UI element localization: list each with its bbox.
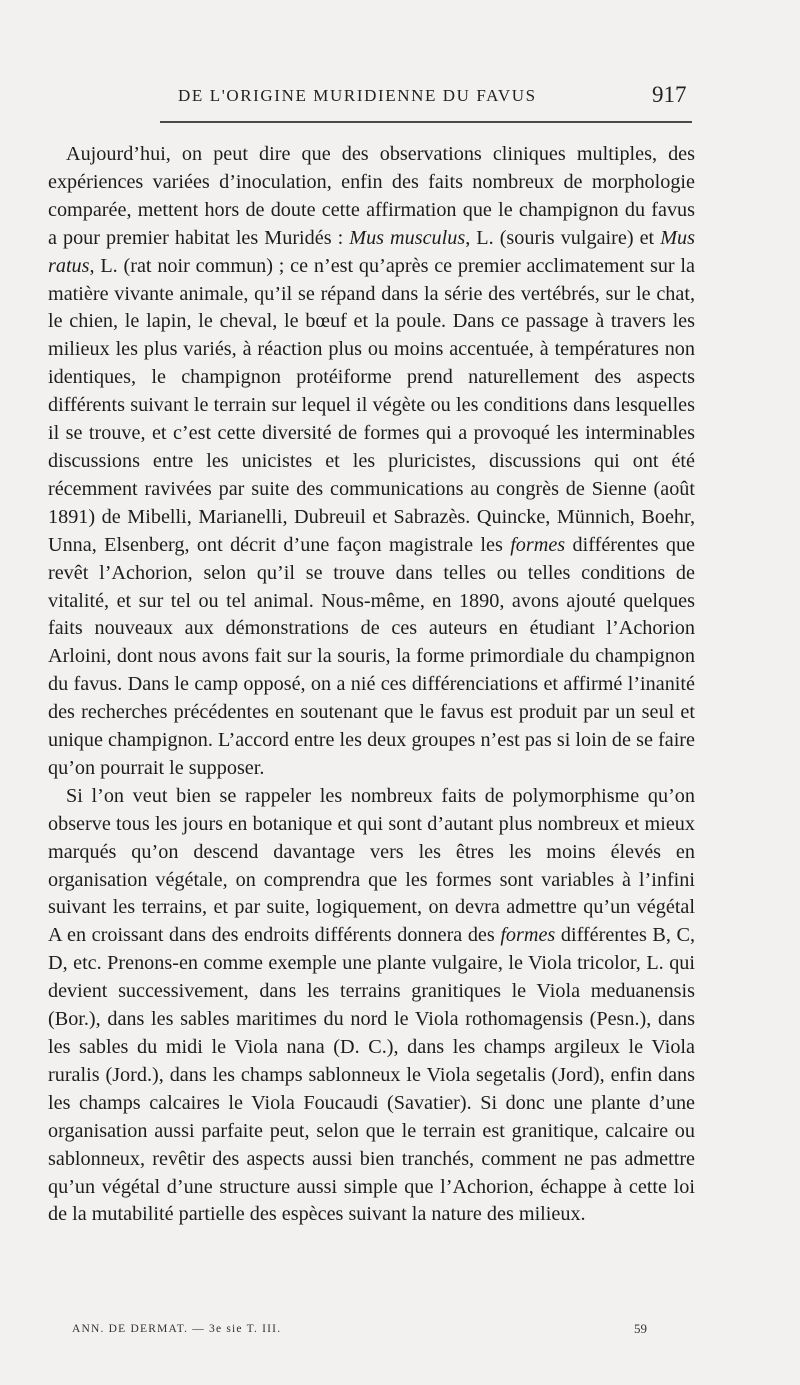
paragraph-2: [48, 783, 695, 1230]
paragraph-1-text-4: différentes que revêt l’Achorion, selon qu’il se trouve dans telles ou telles conditions de vitalité, et sur tel ou tel animal. Nous-même, en 1890, avons ajouté quelques faits nouveaux aux démonstrations de ces auteurs en étudiant l’Achorion Arloini, dont nous avons fait sur la souris, la forme primordiale du champignon du favus. Dans le camp opposé, on a nié ces différenciations et affirmé l’inanité des recherches précédentes en soutenant que le favus est produit par un seul et unique champignon. L’accord entre les deux groupes n’est pas si loin de se faire qu’on pourrait le supposer.: [48, 533, 696, 779]
page-number: 917: [652, 82, 687, 107]
paragraph-2-text-2: différentes B, C, D, etc. Prenons-en comme exemple une plante vulgaire, le Viola tricolor, L. qui devient successivement, dans les terrains granitiques le Viola meduanensis (Bor.), dans les sables maritimes du nord le Viola rothomagensis (Pesn.), dans les sables du midi le Viola nana (D. C.), dans les champs argileux le Viola ruralis (Jord.), dans les champs sablonneux le Viola segetalis (Jord), enfin dans les champs calcaires le Viola Foucaudi (Savatier). Si donc une plante d’une organisation aussi parfaite peut, selon que le terrain est granitique, calcaire ou sablonneux, revêtir des aspects aussi bien tranchés, comment ne pas admettre qu’un végétal d’une structure aussi simple que l’Achorion, échappe à cette loi de la mutabilité partielle des espèces suivant la nature des milieux.: [48, 924, 695, 1226]
emphasis-formes: formes: [510, 533, 566, 556]
species-name-mus-ratus: Mus ratus: [48, 226, 695, 277]
running-title: DE L'ORIGINE MURIDIENNE DU FAVUS: [178, 86, 537, 105]
paragraph-1-text-3: , L. (rat noir commun) ; ce n’est qu’après ce premier acclimatement sur la matière vivante animale, qu’il se répand dans la série des vertébrés, sur le chat, le chien, le lapin, le cheval, le bœuf et la poule. Dans ce passage à travers les milieux les plus variés, à réaction plus ou moins accentuée, à températures non identiques, le champignon protéiforme prend naturellement des aspects différents suivant le terrain sur lequel il végète ou les conditions dans lesquelles il se trouve, et c’est cette diversité de formes qui a provoqué les interminables discussions entre les unicistes et les pluricistes, discussions qui ont été récemment ravivées par suite des communications au congrès de Sienne (août 1891) de Mibelli, Marianelli, Dubreuil et Sabrazès. Quincke, Münnich, Boehr, Unna, Elsenberg, ont décrit d’une façon magistrale les: [48, 254, 695, 556]
paragraph-2-text-1: Si l’on veut bien se rappeler les nombreux faits de polymorphisme qu’on observe tous les jours en botanique et qui sont d’autant plus nombreux et mieux marqués qu’on descend davantage vers les êtres les moins élevés en organisation végétale, on comprendra que les formes sont variables à l’infini suivant les terrains, et par suite, logiquement, on devra admettre qu’un végétal A en croissant dans des endroits différents donnera des: [48, 784, 695, 947]
paragraph-1-text-1: Aujourd’hui, on peut dire que des observations cliniques multiples, des expériences variées d’inoculation, enfin des faits nombreux de morphologie comparée, mettent hors de doute cette affirmation que le champignon du favus a pour premier habitat les Muridés :: [48, 143, 695, 249]
paragraph-1-text-2: , L. (souris vulgaire) et: [465, 226, 661, 249]
signature-mark: 59: [634, 1321, 647, 1336]
paragraph-1: [48, 141, 695, 783]
journal-footer: ANN. DE DERMAT. — 3e sie T. III.: [72, 1323, 282, 1335]
emphasis-formes: formes: [500, 924, 556, 947]
species-name-mus-musculus: Mus musculus: [349, 226, 466, 249]
body-text: [48, 141, 695, 1229]
header-rule: [160, 121, 692, 123]
